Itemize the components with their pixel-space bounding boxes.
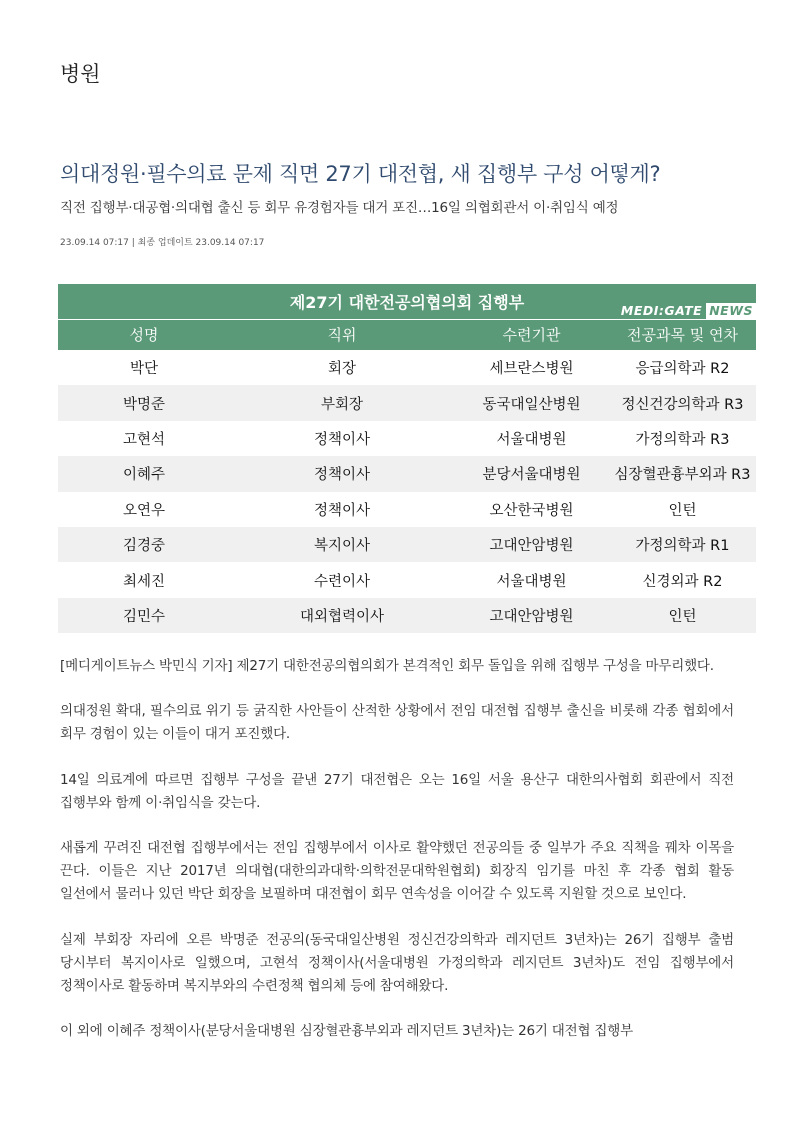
cell-name: 오연우	[122, 502, 166, 519]
cell-hospital: 고대안암병원	[489, 538, 574, 555]
cell-position: 복지이사	[313, 538, 371, 555]
table-row	[58, 492, 756, 527]
table-column-headers	[58, 319, 756, 350]
cell-position: 회장	[327, 361, 356, 378]
cell-position: 정책이사	[313, 502, 371, 519]
column-header-hospital: 수련기관	[502, 326, 561, 344]
cell-position: 부회장	[320, 396, 364, 413]
column-header-position: 직위	[327, 326, 357, 344]
article-headline: 의대정원·필수의료 문제 직면 27기 대전협, 새 집행부 구성 어떻게?	[60, 162, 661, 186]
cell-position: 수련이사	[313, 573, 371, 590]
cell-position: 정책이사	[313, 467, 371, 484]
article-paragraph: [메디게이트뉴스 박민식 기자] 제27기 대한전공의협의회가 본격적인 회무 돌입을 위해 집행부 구성을 마무리했다.	[60, 658, 714, 674]
column-header-specialty: 전공과목 및 연차	[627, 326, 738, 344]
cell-name: 박단	[129, 361, 158, 378]
column-header-name: 성명	[129, 326, 159, 344]
article-paragraph: 이 외에 이혜주 정책이사(분당서울대병원 심장혈관흉부외과 레지던트 3년차)는 26기 대전협 집행부	[60, 1023, 633, 1040]
article-paragraph: 의대정원 확대, 필수의료 위기 등 굵직한 사안들이 산적한 상황에서 전임 대전협 집행부 출신을 비롯해 각종 협회에서 회무 경험이 있는 이들이 대거 포진했다.	[60, 703, 734, 743]
cell-position: 대외협력이사	[299, 608, 385, 625]
cell-specialty: 인턴	[668, 502, 697, 519]
cell-name: 이혜주	[122, 467, 166, 484]
table-row	[58, 562, 756, 597]
cell-hospital: 동국대일산병원	[482, 396, 581, 413]
executive-table	[58, 284, 756, 633]
table-row	[58, 421, 756, 456]
cell-name: 박명준	[122, 396, 166, 413]
cell-specialty: 인턴	[668, 608, 697, 625]
cell-specialty: 가정의학과 R3	[635, 431, 730, 448]
article-paragraph: 실제 부회장 자리에 오른 박명준 전공의(동국대일산병원 정신건강의학과 레지던트 3년차)는 26기 집행부 출범 당시부터 복지이사로 일했으며, 고현석 정책이사(서울대병원 가정의학과 레지던트 3년차)도 전임 집행부에서 정책이사로 활동하며 복지부와의 수련정책 협의체 등에 참여해왔다.	[60, 931, 734, 995]
article-paragraph: 14일 의료계에 따르면 집행부 구성을 끝낸 27기 대전협은 오는 16일 서울 용산구 대한의사협회 회관에서 직전 집행부와 함께 이·취임식을 갖는다.	[60, 771, 734, 811]
cell-name: 최세진	[122, 573, 166, 590]
cell-specialty: 심장혈관흉부외과 R3	[614, 467, 751, 484]
article-subtitle: 직전 집행부·대공협·의대협 출신 등 회무 유경험자들 대거 포진…16일 의협회관서 이·취임식 예정	[60, 200, 619, 216]
table-row	[58, 385, 756, 420]
table-row	[58, 350, 756, 385]
cell-specialty: 신경외과 R2	[642, 573, 723, 590]
cell-specialty: 가정의학과 R1	[635, 538, 730, 555]
medigate-news-logo	[617, 303, 756, 319]
cell-hospital: 세브란스병원	[489, 361, 574, 378]
cell-specialty: 응급의학과 R2	[635, 361, 730, 378]
table-header	[58, 284, 756, 350]
article-paragraph: 새롭게 꾸려진 대전협 집행부에서는 전임 집행부에서 이사로 활약했던 전공의들 중 일부가 주요 직책을 꿰차 이목을 끈다. 이들은 지난 2017년 의대협(대한의과대학·의학전문대학원협회) 회장직 임기를 마친 후 각종 협회 활동 일선에서 물러나 있던 박단 회장을 보필하며 대전협이 회무 연속성을 이어갈 수 있도록 지원할 것으로 보인다.	[60, 840, 734, 903]
cell-hospital: 서울대병원	[496, 431, 567, 448]
table-row	[58, 598, 756, 633]
cell-specialty: 정신건강의학과 R3	[621, 396, 744, 413]
cell-hospital: 서울대병원	[496, 573, 567, 590]
cell-hospital: 분당서울대병원	[482, 467, 581, 484]
table-row	[58, 527, 756, 562]
logo-text-news: NEWS	[706, 303, 756, 319]
cell-hospital: 고대안암병원	[489, 608, 574, 625]
cell-name: 고현석	[122, 431, 166, 448]
cell-name: 김경중	[122, 538, 166, 555]
table-title: 제27기 대한전공의협의회 집행부	[289, 293, 525, 312]
cell-position: 정책이사	[313, 431, 371, 448]
cell-hospital: 오산한국병원	[489, 502, 574, 519]
article-body	[60, 655, 734, 1065]
cell-name: 김민수	[122, 608, 166, 625]
table-row	[58, 456, 756, 491]
article-timestamp: 23.09.14 07:17 | 최종 업데이트 23.09.14 07:17	[60, 238, 265, 248]
logo-text-medigate: MEDI:GATE	[620, 303, 703, 318]
section-label: 병원	[60, 62, 101, 86]
